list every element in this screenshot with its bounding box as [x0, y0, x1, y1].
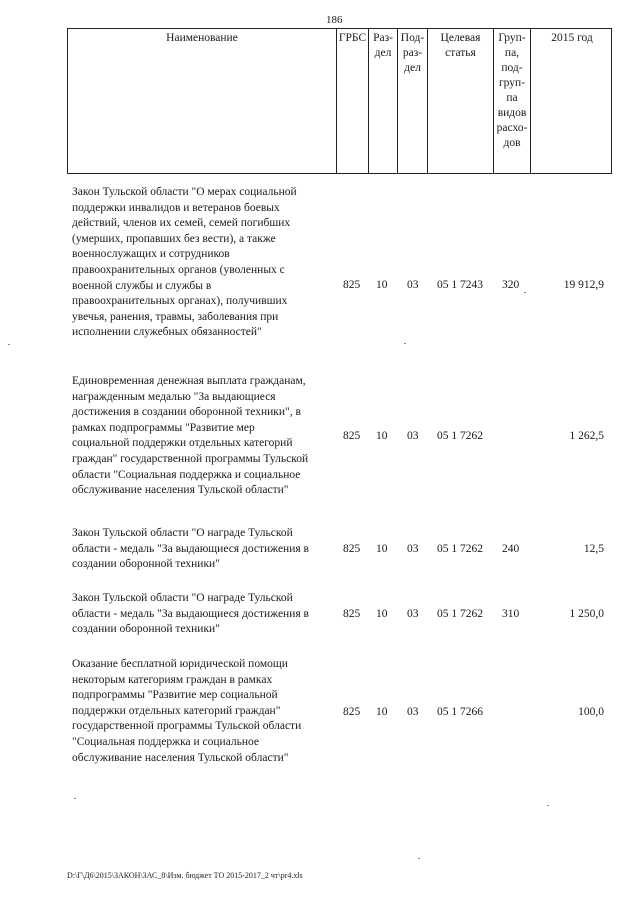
row-gruppa: 320	[502, 279, 520, 291]
header-gruppa-vidov: Груп- па, под- груп- па видов расхо- дов	[493, 29, 530, 173]
row-sum: 1 262,5	[569, 430, 604, 442]
row-gruppa: 310	[502, 608, 520, 620]
row-sum: 19 912,9	[563, 279, 604, 291]
row-grbs: 825	[343, 279, 361, 291]
scan-speck	[74, 798, 76, 799]
header-celevaya-statya: Целевая статья	[427, 29, 493, 173]
row-celevaya: 05 1 7262	[437, 543, 483, 555]
row-podrazdel: 03	[407, 543, 419, 555]
row-name: Оказание бесплатной юридической помощи некоторым категориям граждан в рамках подпрограммы "Развитие мер социальной поддержки отдельных категорий граждан" государственной программы Тульской области "Социальная поддержка и социальное обслуживание населения Тульской области"	[72, 658, 302, 764]
header-name: Наименование	[166, 32, 238, 44]
header-podrazdel: Под- раз- дел	[397, 29, 427, 173]
scan-speck	[418, 858, 420, 859]
row-razdel: 10	[376, 706, 388, 718]
scan-speck	[404, 343, 406, 344]
row-razdel: 10	[376, 279, 388, 291]
row-podrazdel: 03	[407, 430, 419, 442]
header-grbs: ГРБС	[336, 29, 368, 173]
row-grbs: 825	[343, 543, 361, 555]
table-header	[67, 28, 612, 174]
row-razdel: 10	[376, 430, 388, 442]
row-grbs: 825	[343, 430, 361, 442]
page-number: 186	[326, 14, 343, 26]
row-podrazdel: 03	[407, 706, 419, 718]
row-sum: 12,5	[583, 543, 604, 555]
row-grbs: 825	[343, 706, 361, 718]
row-celevaya: 05 1 7262	[437, 430, 483, 442]
scan-speck	[547, 805, 549, 806]
row-name: Закон Тульской области "О мерах социальной поддержки инвалидов и ветеранов боевых действий, членов их семей, семей погибших (умерших, пропавших без вести), а также военнослужащих и сотрудников правоохранительных органов (уволенных с военной службы и службы в правоохранительных органах), получивших увечья, ранения, травмы, заболевания при исполнении служебных обязанностей"	[72, 186, 297, 339]
row-celevaya: 05 1 7243	[437, 279, 483, 291]
file-path-footer: D:\Г\Д6\2015\ЗАКОН\ЗАС_8\Изм. бюджет ТО 2015-2017_2 чт\pr4.xls	[67, 871, 303, 880]
header-razdel: Раз- дел	[368, 29, 397, 173]
row-celevaya: 05 1 7266	[437, 706, 483, 718]
row-celevaya: 05 1 7262	[437, 608, 483, 620]
header-year: 2015 год	[530, 29, 613, 173]
row-podrazdel: 03	[407, 608, 419, 620]
row-gruppa: 240	[502, 543, 520, 555]
row-name: Закон Тульской области "О награде Тульской области - медаль "За выдающиеся достижения в создании оборонной техники"	[72, 592, 309, 636]
scan-speck	[524, 292, 526, 293]
row-razdel: 10	[376, 608, 388, 620]
row-grbs: 825	[343, 608, 361, 620]
scan-speck	[8, 344, 10, 345]
row-name: Единовременная денежная выплата гражданам, награжденным медалью "За выдающиеся достижения в создании оборонной техники", в рамках подпрограммы "Развитие мер социальной поддержки отдельных категорий граждан" государственной программы Тульской области "Социальная поддержка и социальное обслуживание населения Тульской области"	[72, 375, 309, 497]
row-podrazdel: 03	[407, 279, 419, 291]
row-name: Закон Тульской области "О награде Тульской области - медаль "За выдающиеся достижения в создании оборонной техники"	[72, 527, 309, 571]
row-sum: 1 250,0	[569, 608, 604, 620]
row-sum: 100,0	[578, 706, 604, 718]
row-razdel: 10	[376, 543, 388, 555]
